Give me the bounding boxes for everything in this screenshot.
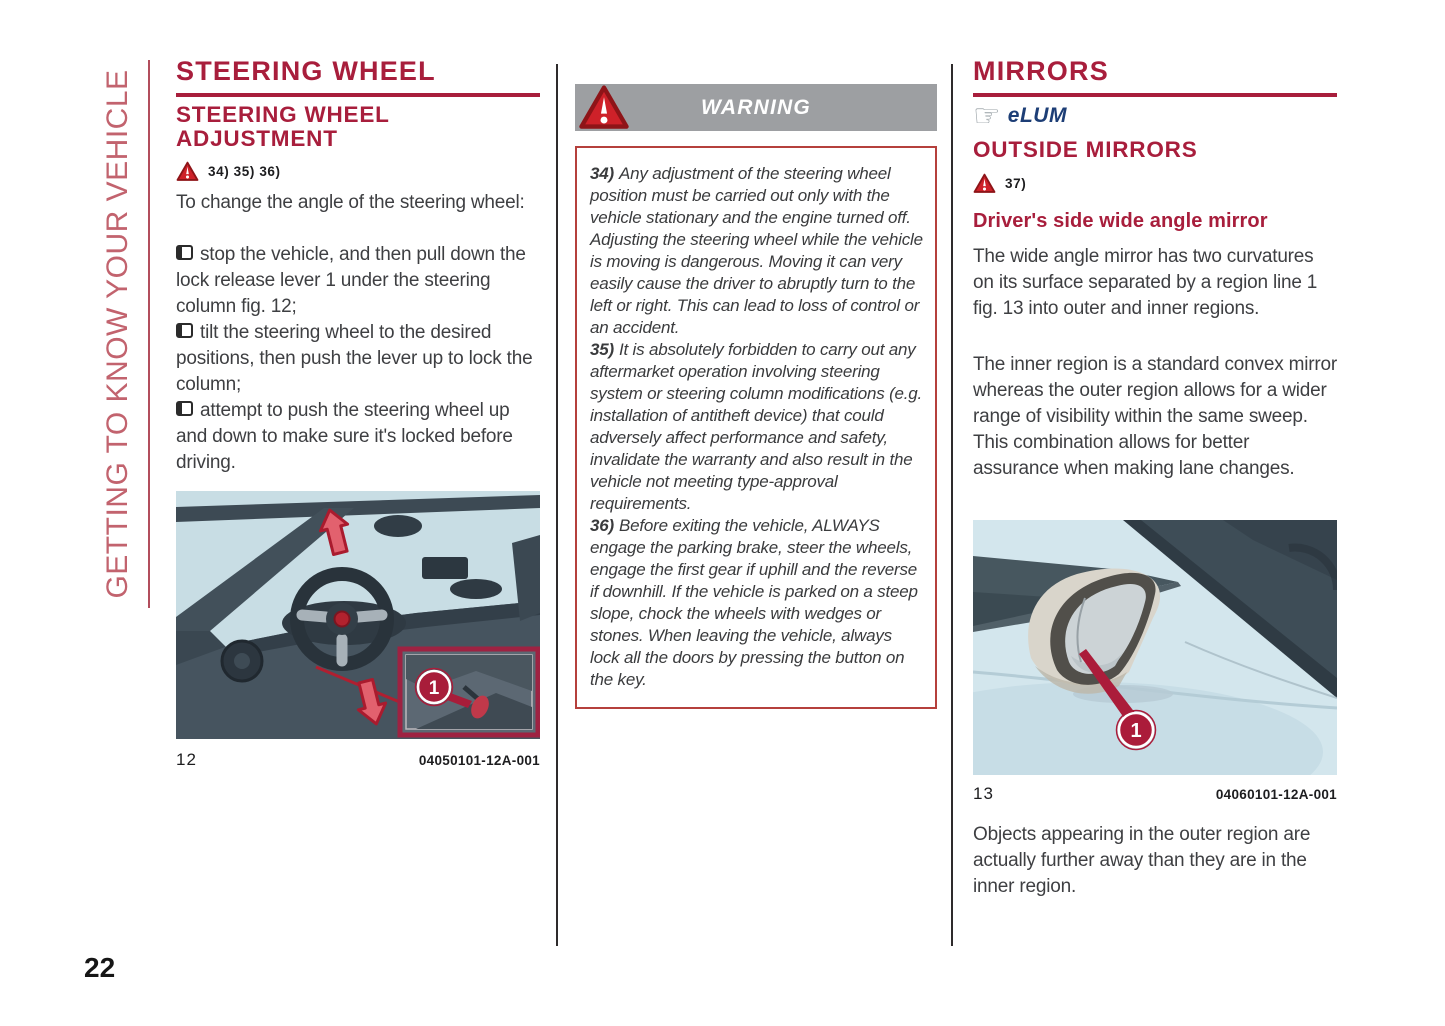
warning-triangle-icon	[176, 161, 199, 182]
outside-mirror-illustration	[973, 520, 1337, 775]
warning-item: 36) Before exiting the vehicle, ALWAYS engage the parking brake, steer the wheels, engage the first gear if uphill and the reverse if downhill. If the vehicle is parked on a steep slope, chock the wheels with wedges or stones. When leaving the vehicle, always lock all the doors by pressing the button on the key.	[590, 516, 918, 689]
section-title-steering-wheel: STEERING WHEEL	[176, 56, 540, 97]
steering-wheel-illustration	[176, 491, 540, 739]
bullet-list	[176, 242, 540, 476]
checkbox-bullet-icon	[176, 245, 193, 260]
figure13-caption	[973, 784, 1337, 804]
mirror-paragraph-3: Objects appearing in the outer region are actually further away than they are in the inner region.	[973, 824, 1311, 897]
warning-item: 34) Any adjustment of the steering wheel position must be carried out only with the vehicle stationary and the engine turned off. Adjusting the steering wheel while the vehicle is moving is dangerous. Moving it can very easily cause the driver to abruptly turn to the left or right. This can lead to loss of control or an accident.	[590, 164, 923, 337]
checkbox-bullet-icon	[176, 323, 193, 338]
figure13-number: 13	[973, 784, 994, 803]
section-title-mirrors: MIRRORS	[973, 56, 1337, 97]
warning-reference-numbers: 34) 35) 36)	[208, 164, 281, 179]
warning-item: 35) It is absolutely forbidden to carry out any aftermarket operation involving steering system or steering column modifications (e.g. installation of antitheft device) that could adversely affect performance and safety, invalidate the warranty and also result in the vehicle not meeting type-approval requirements.	[590, 340, 923, 513]
figure12-callout-1: 1	[428, 678, 440, 699]
mirror-paragraph-2: The inner region is a standard convex mirror whereas the outer region allows for a wider range of visibility within the same sweep. This combination allows for better assurance when making lane changes.	[973, 354, 1337, 479]
warning-reference-row	[973, 173, 1337, 194]
chapter-sidebar-label: GETTING TO KNOW YOUR VEHICLE	[101, 69, 134, 599]
pointing-hand-icon: ☞	[973, 98, 1001, 133]
block-title-steering-wheel-adjustment: STEERING WHEEL ADJUSTMENT	[176, 102, 390, 151]
warning-triangle-icon	[578, 83, 630, 132]
warning-header-label: WARNING	[701, 95, 811, 119]
elum-reference-row	[973, 100, 1337, 131]
warning-reference-numbers: 37)	[1005, 176, 1027, 191]
figure12-number: 12	[176, 750, 197, 769]
warning-column	[575, 84, 937, 689]
figure13-callout-1: 1	[1130, 720, 1142, 742]
block-title-outside-mirrors: OUTSIDE MIRRORS	[973, 137, 1198, 162]
warning-text-box	[575, 146, 937, 709]
list-item: attempt to push the steering wheel up and down to make sure it's locked before driving.	[176, 400, 513, 473]
mirror-paragraph-1: The wide angle mirror has two curvatures on its surface separated by a region line 1 fig. 13 into outer and inner regions.	[973, 246, 1318, 319]
page-number: 22	[84, 952, 116, 983]
elum-logo: eLUM	[1007, 103, 1067, 127]
sidebar-rule	[148, 60, 150, 608]
warning-reference-row	[176, 161, 540, 182]
figure-outside-mirror	[973, 520, 1337, 775]
warning-triangle-icon	[973, 173, 996, 194]
figure12-code: 04050101-12A-001	[418, 753, 540, 768]
subsection-title-wide-angle-mirror: Driver's side wide angle mirror	[973, 210, 1268, 232]
figure13-code: 04060101-12A-001	[1215, 787, 1337, 802]
list-item: tilt the steering wheel to the desired positions, then push the lever up to lock the column;	[176, 322, 533, 395]
checkbox-bullet-icon	[176, 401, 193, 416]
figure12-caption	[176, 750, 540, 770]
column-divider-right	[951, 64, 953, 946]
intro-paragraph: To change the angle of the steering wheel:	[176, 192, 525, 213]
warning-header-bar	[575, 84, 937, 131]
column-divider-left	[556, 64, 558, 946]
list-item: stop the vehicle, and then pull down the lock release lever 1 under the steering column fig. 12;	[176, 244, 526, 317]
figure-steering-wheel-adjustment	[176, 491, 540, 739]
